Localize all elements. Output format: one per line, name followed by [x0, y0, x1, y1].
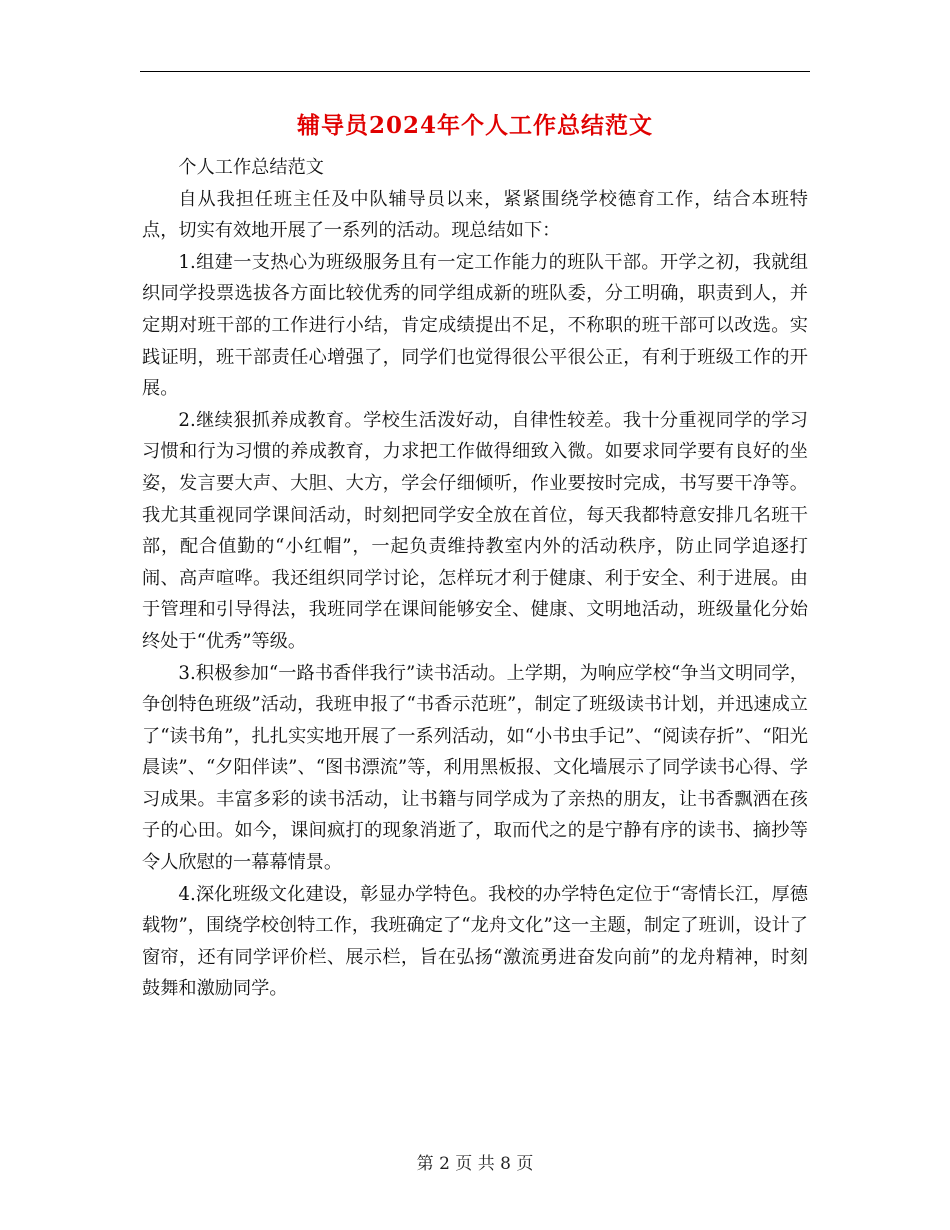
header-rule	[140, 71, 810, 72]
paragraph-intro: 自从我担任班主任及中队辅导员以来，紧紧围绕学校德育工作，结合本班特点，切实有效地开展了一系列的活动。现总结如下：	[142, 188, 808, 242]
document-body	[142, 152, 808, 1005]
paragraph-4: 4.深化班级文化建设，彰显办学特色。我校的办学特色定位于“寄情长江，厚德载物”，围绕学校创特工作，我班确定了“龙舟文化”这一主题，制定了班训，设计了窗帘，还有同学评价栏、展示栏，旨在弘扬“激流勇进奋发向前”的龙舟精神，时刻鼓舞和激励同学。	[142, 883, 808, 1000]
document-title: 辅导员2024年个人工作总结范文	[296, 112, 653, 139]
paragraph-1: 1.组建一支热心为班级服务且有一定工作能力的班队干部。开学之初，我就组织同学投票选拔各方面比较优秀的同学组成新的班队委，分工明确，职责到人，并定期对班干部的工作进行小结，肯定成绩提出不足，不称职的班干部可以改选。实践证明，班干部责任心增强了，同学们也觉得很公平很公正，有利于班级工作的开展。	[142, 251, 808, 400]
page-number: 第 2 页 共 8 页	[416, 1154, 534, 1174]
subtitle-line: 个人工作总结范文	[178, 157, 324, 178]
paragraph-3: 3.积极参加“一路书香伴我行”读书活动。上学期，为响应学校“争当文明同学，争创特色班级”活动，我班申报了“书香示范班”，制定了班级读书计划，并迅速成立了“读书角”，扎扎实实地开展了一系列活动，如“小书虫手记”、“阅读存折”、“阳光晨读”、“夕阳伴读”、“图书漂流”等，利用黑板报、文化墙展示了同学读书心得、学习成果。丰富多彩的读书活动，让书籍与同学成为了亲热的朋友，让书香飘洒在孩子的心田。如今，课间疯打的现象消逝了，取而代之的是宁静有序的读书、摘抄等令人欣慰的一幕幕情景。	[142, 662, 808, 874]
paragraph-2: 2.继续狠抓养成教育。学校生活泼好动，自律性较差。我十分重视同学的学习习惯和行为习惯的养成教育，力求把工作做得细致入微。如要求同学要有良好的坐姿，发言要大声、大胆、大方，学会仔细倾听，作业要按时完成，书写要干净等。我尤其重视同学课间活动，时刻把同学安全放在首位，每天我都特意安排几名班干部，配合值勤的“小红帽”，一起负责维持教室内外的活动秩序，防止同学追逐打闹、高声喧哗。我还组织同学讨论，怎样玩才利于健康、利于安全、利于进展。由于管理和引导得法，我班同学在课间能够安全、健康、文明地活动，班级量化分始终处于“优秀”等级。	[142, 409, 808, 652]
